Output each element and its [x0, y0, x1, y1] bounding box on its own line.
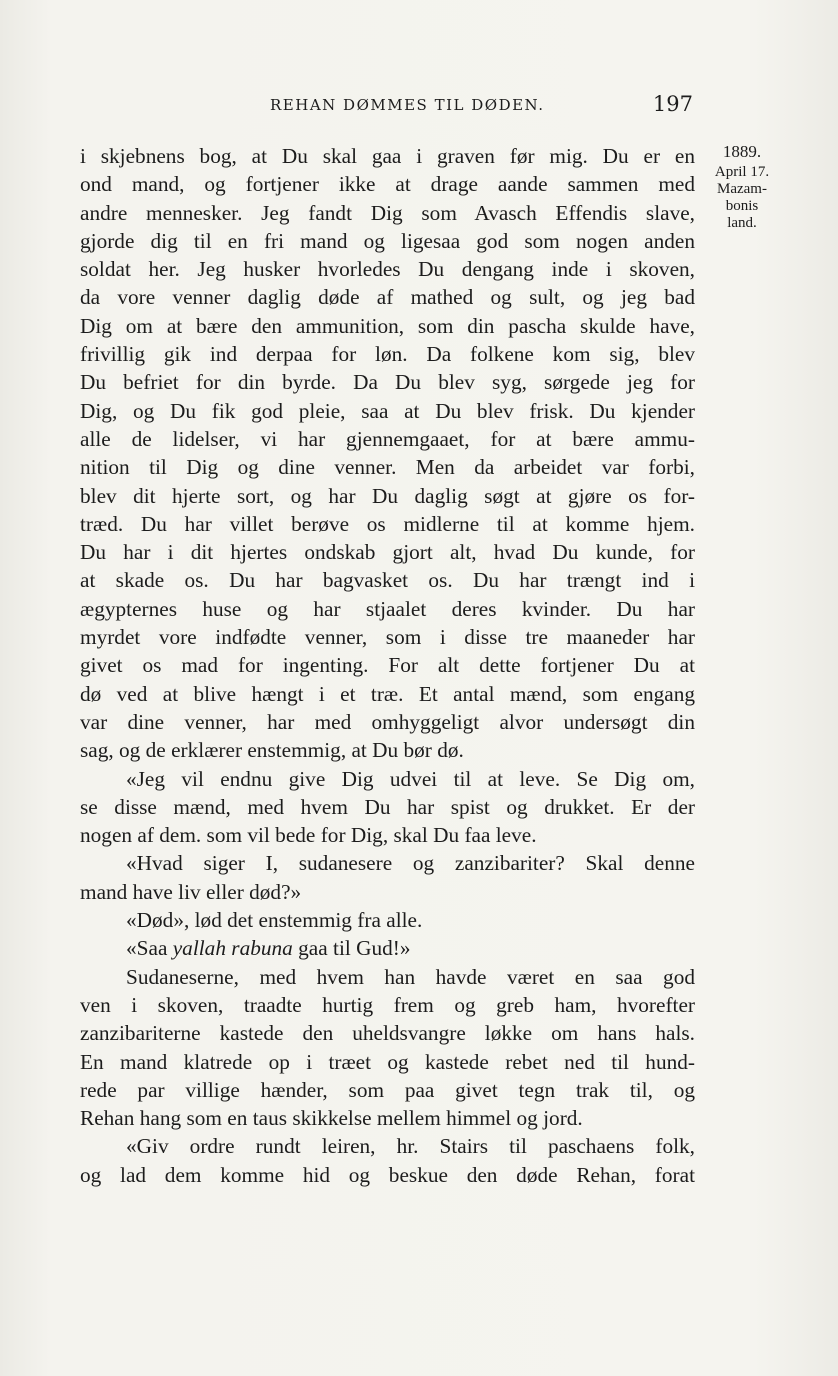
text-line: sag, og de erklærer enstemmig, at Du bør dø.: [80, 738, 464, 763]
text-line: ægypternes huse og har stjaalet deres kvinder. Du har: [80, 596, 695, 621]
text-segment: gaa til Gud!»: [292, 936, 411, 961]
text-line: i skjebnens bog, at Du skal gaa i graven før mig. Du er en: [80, 144, 695, 168]
text-line: og lad dem komme hid og beskue den døde Rehan, forat: [80, 1162, 695, 1187]
text-line: var dine venner, har med omhyggeligt alvor undersøgt din: [80, 709, 695, 734]
page-number: 197: [652, 92, 693, 116]
text-line-with-italic: [80, 934, 695, 962]
body-text: [80, 142, 695, 1189]
margin-note-date: April 17.: [714, 164, 770, 180]
text-line: zanzibariterne kastede den uheldsvangre løkke om hans hals.: [80, 1021, 695, 1046]
text-line: «Hvad siger I, sudanesere og zanzibariter? Skal denne: [126, 851, 695, 876]
text-line: træd. Du har villet berøve os midlerne til at komme hjem.: [80, 511, 695, 536]
text-line: Dig om at bære den ammunition, som din pascha skulde have,: [80, 313, 695, 338]
text-line: Dig, og Du fik god pleie, saa at Du blev frisk. Du kjender: [80, 398, 695, 423]
text-line: soldat her. Jeg husker hvorledes Du dengang inde i skoven,: [80, 257, 695, 282]
text-line: ven i skoven, traadte hurtig frem og greb ham, hvorefter: [80, 992, 695, 1017]
text-line: andre mennesker. Jeg fandt Dig som Avasch Effendis slave,: [80, 200, 695, 225]
text-line: se disse mænd, med hvem Du har spist og drukket. Er der: [80, 794, 695, 819]
text-line: da vore venner daglig døde af mathed og sult, og jeg bad: [80, 285, 695, 310]
text-line: blev dit hjerte sort, og har Du daglig søgt at gjøre os for-: [80, 483, 695, 508]
margin-note: [702, 144, 782, 233]
page-header: [80, 92, 695, 120]
text-line: myrdet vore indfødte venner, som i disse tre maaneder har: [80, 625, 695, 650]
text-line: rede par villige hænder, som paa givet tegn trak til, og: [80, 1077, 695, 1102]
text-line: En mand klatrede op i træet og kastede rebet ned til hund-: [80, 1049, 695, 1074]
italic-phrase: yallah rabuna: [172, 936, 293, 961]
text-line: Du befriet for din byrde. Da Du blev syg, sørgede jeg for: [80, 370, 695, 395]
text-line: mand have liv eller død?»: [80, 879, 302, 904]
text-line: at skade os. Du har bagvasket os. Du har trængt ind i: [80, 568, 695, 593]
text-line: Sudaneserne, med hvem han havde været en saa god: [126, 964, 695, 989]
text-line: ond mand, og fortjener ikke at drage aande sammen med: [80, 172, 695, 197]
margin-note-place-3: land.: [727, 215, 757, 231]
text-line: «Jeg vil endnu give Dig udvei til at leve. Se Dig om,: [126, 766, 695, 791]
text-line: Du har i dit hjertes ondskab gjort alt, hvad Du kunde, for: [80, 540, 695, 565]
margin-note-place-1: Mazam-: [717, 181, 767, 197]
text-line: frivillig gik ind derpaa for løn. Da folkene kom sig, blev: [80, 342, 695, 367]
margin-note-place-2: bonis: [725, 198, 759, 214]
text-line: nogen af dem. som vil bede for Dig, skal Du faa leve.: [80, 823, 537, 848]
running-title: REHAN DØMMES TIL DØDEN.: [270, 96, 545, 114]
text-line: «Død», lød det enstemmig fra alle.: [126, 908, 423, 933]
text-line: «Giv ordre rundt leiren, hr. Stairs til paschaens folk,: [126, 1134, 695, 1159]
text-segment: «Saa: [126, 936, 173, 961]
text-line: Rehan hang som en taus skikkelse mellem himmel og jord.: [80, 1106, 583, 1131]
text-line: nition til Dig og dine venner. Men da arbeidet var forbi,: [80, 455, 695, 480]
text-line: gjorde dig til en fri mand og ligesaa god som nogen anden: [80, 228, 695, 253]
text-line: dø ved at blive hængt i et træ. Et antal mænd, som engang: [80, 681, 695, 706]
text-line: alle de lidelser, vi har gjennemgaaet, for at bære ammu-: [80, 426, 695, 451]
text-line: givet os mad for ingenting. For alt dette fortjener Du at: [80, 653, 695, 678]
margin-note-year: 1889.: [722, 142, 762, 161]
